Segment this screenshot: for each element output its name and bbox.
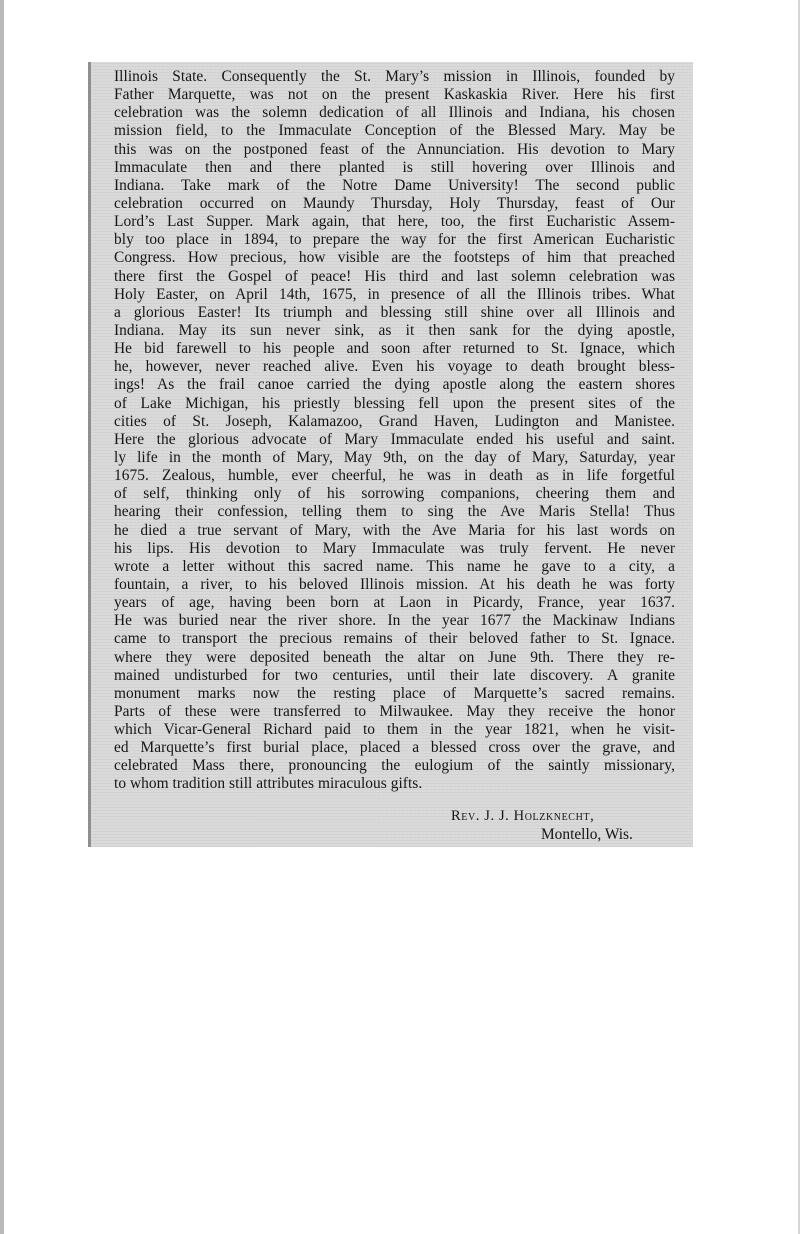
text-line: monument marks now the resting place of Marquette’s sacred remains. <box>114 684 675 702</box>
text-line: of Lake Michigan, his priestly blessing fell upon the present sites of the <box>114 394 675 412</box>
text-line: Holy Easter, on April 14th, 1675, in presence of all the Illinois tribes. What <box>114 285 675 303</box>
text-line: He bid farewell to his people and soon after returned to St. Ignace, which <box>114 340 675 358</box>
text-line: mission field, to the Immaculate Conception of the Blessed Mary. May be <box>114 122 675 140</box>
text-line: Indiana. May its sun never sink, as it then sank for the dying apostle, <box>114 321 675 339</box>
text-line: a glorious Easter! Its triumph and blessing still shine over all Illinois and <box>114 303 675 321</box>
text-line: mained undisturbed for two centuries, until their late discovery. A granite <box>114 666 675 684</box>
text-line: of self, thinking only of his sorrowing companions, cheering them and <box>114 485 675 503</box>
text-line: bly too place in 1894, to prepare the way for the first American Eucharistic <box>114 231 675 249</box>
clipping-left-edge <box>88 62 91 847</box>
article-body <box>114 68 675 794</box>
text-line: there first the Gospel of peace! His third and last solemn celebration was <box>114 267 675 285</box>
text-line: Congress. How precious, how visible are the footsteps of him that preached <box>114 249 675 267</box>
text-line: celebration was the solemn dedication of all Illinois and Indiana, his chosen <box>114 104 675 122</box>
text-line: Indiana. Take mark of the Notre Dame University! The second public <box>114 176 675 194</box>
text-line: his lips. His devotion to Mary Immaculate was truly fervent. He never <box>114 539 675 557</box>
text-line: ly life in the month of Mary, May 9th, on the day of Mary, Saturday, year <box>114 448 675 466</box>
text-line: Parts of these were transferred to Milwaukee. May they receive the honor <box>114 702 675 720</box>
text-line: this was on the postponed feast of the Annunciation. His devotion to Mary <box>114 140 675 158</box>
text-line: He was buried near the river shore. In the year 1677 the Mackinaw Indians <box>114 612 675 630</box>
text-line: celebrated Mass there, pronouncing the eulogium of the saintly missionary, <box>114 757 675 775</box>
text-line: he, however, never reached alive. Even his voyage to death brought bless- <box>114 358 675 376</box>
text-line: wrote a letter without this sacred name. This name he gave to a city, a <box>114 557 675 575</box>
text-line: Immaculate then and there planted is still hovering over Illinois and <box>114 158 675 176</box>
text-line: hearing their confession, telling them to sing the Ave Maris Stella! Thus <box>114 503 675 521</box>
text-line: Lord’s Last Supper. Mark again, that here, too, the first Eucharistic Assem- <box>114 213 675 231</box>
signature-block <box>114 807 675 845</box>
text-line: ings! As the frail canoe carried the dying apostle along the eastern shores <box>114 376 675 394</box>
page-binding-edge <box>0 0 4 1234</box>
text-line: where they were deposited beneath the altar on June 9th. There they re- <box>114 648 675 666</box>
text-line: Father Marquette, was not on the present Kaskaskia River. Here his first <box>114 86 675 104</box>
text-line-last: to whom tradition still attributes miraculous gifts. <box>114 775 423 793</box>
text-line: Illinois State. Consequently the St. Mary’s mission in Illinois, founded by <box>114 68 675 85</box>
text-line: years of age, having been born at Laon in Picardy, France, year 1637. <box>114 594 675 612</box>
text-line: cities of St. Joseph, Kalamazoo, Grand Haven, Ludington and Manistee. <box>114 412 675 430</box>
text-line: Here the glorious advocate of Mary Immaculate ended his useful and saint. <box>114 430 675 448</box>
text-line: came to transport the precious remains of their beloved father to St. Ignace. <box>114 630 675 648</box>
text-line: which Vicar-General Richard paid to them in the year 1821, when he visit- <box>114 721 675 739</box>
text-line: celebration occurred on Maundy Thursday, Holy Thursday, feast of Our <box>114 194 675 212</box>
author-name: Rev. J. J. Holzknecht, <box>451 808 595 824</box>
text-line: he died a true servant of Mary, with the Ave Maria for his last words on <box>114 521 675 539</box>
text-line: ed Marquette’s first burial place, placed a blessed cross over the grave, and <box>114 739 675 757</box>
text-line: 1675. Zealous, humble, ever cheerful, he was in death as in life forgetful <box>114 467 675 485</box>
text-line: fountain, a river, to his beloved Illinois mission. At his death he was forty <box>114 575 675 593</box>
author-location: Montello, Wis. <box>541 826 633 843</box>
